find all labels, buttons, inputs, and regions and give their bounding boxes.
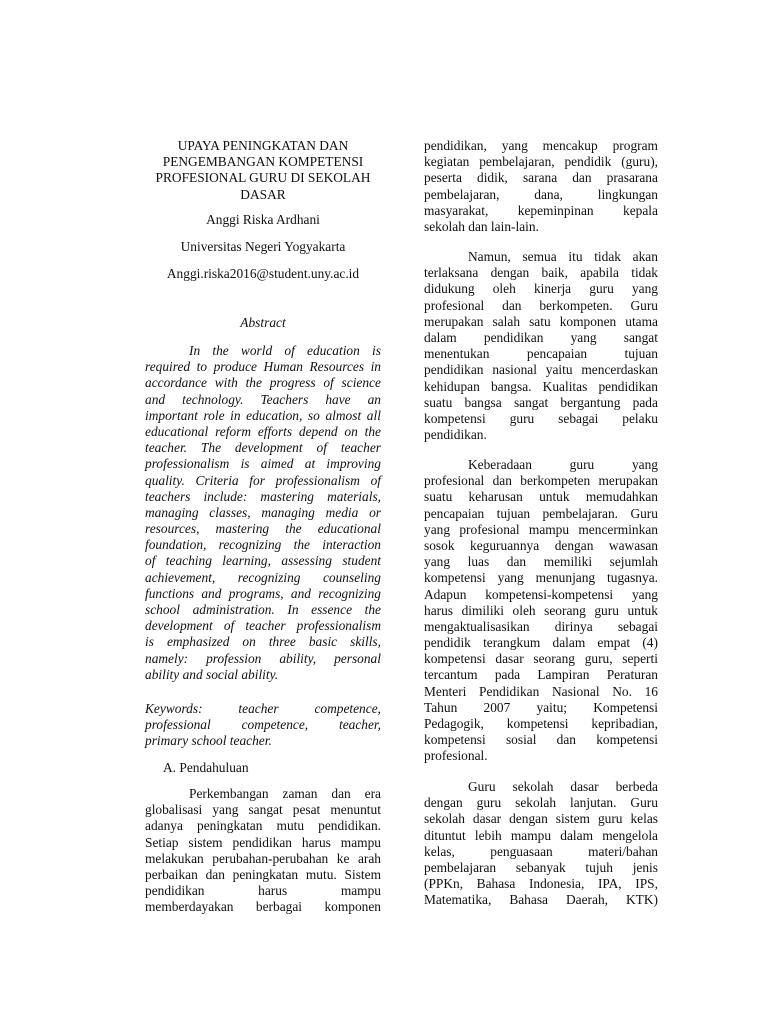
text-line: dituntut lebih mampu dalam mengelola bbox=[424, 827, 658, 843]
text-line: Namun, semua itu tidak akan bbox=[468, 249, 658, 264]
text-line: harus dimiliki oleh seorang guru untuk bbox=[424, 602, 658, 618]
text-line: teacher. The development of teacher bbox=[145, 440, 381, 456]
text-line: ability and social ability. bbox=[145, 666, 279, 682]
text-line: and technology. Teachers have an bbox=[145, 391, 381, 407]
text-line: kegiatan pembelajaran, pendidik (guru), bbox=[424, 154, 658, 170]
abstract-body bbox=[145, 343, 381, 683]
text-line: accordance with the progress of science bbox=[145, 375, 381, 391]
text-line: yang luas dan memiliki sejumlah bbox=[424, 554, 658, 570]
text-line: memberdayakan berbagai komponen bbox=[145, 899, 381, 915]
text-line: (PPKn, Bahasa Indonesia, IPA, IPS, bbox=[424, 876, 658, 892]
text-line: globalisasi yang sangat pesat menuntut bbox=[145, 802, 381, 818]
text-line: kompetensi sosial dan kompetensi bbox=[424, 732, 658, 748]
text-line: Perkembangan zaman dan era bbox=[189, 786, 381, 801]
text-line: Adapun kompetensi-kompetensi yang bbox=[424, 586, 658, 602]
text-line: Guru sekolah dasar berbeda bbox=[468, 779, 658, 794]
text-line: professional competence, teacher, bbox=[145, 717, 381, 733]
text-line: pendidikan, yang mencakup program bbox=[424, 138, 658, 153]
author-name: Anggi Riska Ardhani bbox=[206, 212, 320, 227]
text-line: pembelajaran, dana, lingkungan bbox=[424, 186, 658, 202]
text-line: quality. Criteria for professionalism of bbox=[145, 472, 381, 488]
text-line: kehidupan bangsa. Kualitas pendidikan bbox=[424, 378, 658, 394]
text-line: kompetensi guru sebagai pelaku bbox=[424, 410, 658, 426]
paper-title bbox=[145, 138, 381, 203]
body-paragraph bbox=[424, 779, 658, 909]
text-line: achievement, recognizing counseling bbox=[145, 569, 381, 585]
text-line: sekolah dasar dengan sistem guru kelas bbox=[424, 811, 658, 827]
text-line: perbaikan dan peningkatan mutu. Sistem bbox=[145, 866, 381, 882]
text-line: school administration. In essence the bbox=[145, 602, 381, 617]
text-line: Matematika, Bahasa Daerah, KTK) bbox=[424, 892, 658, 908]
text-line: kompetensi yang menunjang tugasnya. bbox=[424, 570, 658, 586]
intro-paragraph bbox=[145, 786, 381, 916]
text-line: functions and programs, and recognizing bbox=[145, 585, 381, 601]
affiliation: Universitas Negeri Yogyakarta bbox=[180, 239, 346, 254]
text-line: yang profesional mampu mencerminkan bbox=[424, 521, 658, 537]
text-line: tercantum pada Lampiran Peraturan bbox=[424, 667, 658, 683]
text-line: pendidikan nasional yaitu mencerdaskan bbox=[424, 362, 658, 378]
body-paragraph bbox=[424, 249, 658, 443]
text-line: professionalism is aimed at improving bbox=[145, 456, 381, 472]
title-line: UPAYA PENINGKATAN DAN bbox=[177, 138, 349, 153]
text-line: pencapaian tujuan pembelajaran. Guru bbox=[424, 505, 658, 521]
text-line: sekolah dan lain-lain. bbox=[424, 218, 539, 234]
text-line: sosok keguruannya dengan wawasan bbox=[424, 537, 658, 553]
text-line: kompetensi dasar seorang guru, seperti bbox=[424, 651, 658, 667]
email: Anggi.riska2016@student.uny.ac.id bbox=[166, 266, 360, 281]
body-paragraph bbox=[424, 138, 658, 235]
text-line: managing classes, managing media or bbox=[145, 504, 381, 520]
text-line: resources, mastering the educational bbox=[145, 521, 381, 537]
text-line: suatu bangsa sangat bergantung pada bbox=[424, 394, 658, 410]
text-line: Setiap sistem pendidikan harus mampu bbox=[145, 834, 381, 850]
title-line: PROFESIONAL GURU DI SEKOLAH bbox=[155, 170, 371, 186]
abstract-heading: Abstract bbox=[240, 315, 286, 330]
text-line: pendidikan harus mampu bbox=[145, 883, 381, 899]
text-line: teachers include: mastering materials, bbox=[145, 488, 381, 504]
text-line: pendidikan. bbox=[424, 427, 487, 443]
text-line: educational reform efforts depend on the bbox=[145, 423, 381, 439]
text-line: profesional dan berkompeten merupakan bbox=[424, 473, 658, 489]
text-line: peserta didik, sarana dan prasarana bbox=[424, 170, 658, 186]
text-line: didukung oleh kinerja guru yang bbox=[424, 281, 658, 297]
title-line: PENGEMBANGAN KOMPETENSI bbox=[162, 154, 364, 170]
text-line: kelas, penguasaan materi/bahan bbox=[424, 843, 658, 859]
text-line: pembelajaran sebanyak tujuh jenis bbox=[424, 859, 658, 875]
text-line: Tahun 2007 yaitu; Kompetensi bbox=[424, 699, 658, 715]
text-line: required to produce Human Resources in bbox=[145, 359, 381, 375]
text-line: Keywords: teacher competence, bbox=[145, 701, 381, 716]
title-line: DASAR bbox=[240, 186, 286, 202]
text-line: Pedagogik, kompetensi kepribadian, bbox=[424, 716, 658, 731]
text-line: suatu keharusan untuk memudahkan bbox=[424, 489, 658, 505]
section-heading: A. Pendahuluan bbox=[163, 760, 249, 775]
text-line: important role in education, so almost all bbox=[145, 407, 381, 423]
text-line: Menteri Pendidikan Nasional No. 16 bbox=[424, 683, 658, 699]
text-line: profesional. bbox=[424, 748, 488, 764]
text-line: primary school teacher. bbox=[145, 733, 272, 749]
keywords bbox=[145, 701, 381, 750]
text-line: profesional dan berkompeten. Guru bbox=[424, 297, 658, 313]
text-line: namely: profession ability, personal bbox=[145, 650, 381, 666]
text-line: mengaktualisasikan dirinya sebagai bbox=[424, 618, 658, 634]
text-line: adanya peningkatan mutu pendidikan. bbox=[145, 818, 381, 834]
text-line: menentukan pencapaian tujuan bbox=[424, 346, 658, 362]
text-line: development of teacher professionalism bbox=[145, 618, 381, 634]
text-line: of teaching learning, assessing student bbox=[145, 553, 381, 569]
text-line: masyarakat, kepeminpinan kepala bbox=[424, 202, 658, 218]
text-line: Keberadaan guru yang bbox=[468, 457, 658, 472]
text-line: melakukan perubahan-perubahan ke arah bbox=[145, 850, 381, 866]
text-line: merupakan salah satu komponen utama bbox=[424, 313, 658, 329]
body-paragraph bbox=[424, 457, 658, 765]
text-line: dengan guru sekolah lanjutan. Guru bbox=[424, 795, 658, 811]
text-line: is emphasized on three basic skills, bbox=[145, 634, 381, 650]
text-line: In the world of education is bbox=[189, 343, 381, 358]
text-line: pendidik terangkum dalam empat (4) bbox=[424, 635, 658, 651]
text-line: terlaksana dengan baik, apabila tidak bbox=[424, 265, 658, 281]
text-line: dalam pendidikan yang sangat bbox=[424, 329, 658, 345]
text-line: foundation, recognizing the interaction bbox=[145, 537, 381, 553]
